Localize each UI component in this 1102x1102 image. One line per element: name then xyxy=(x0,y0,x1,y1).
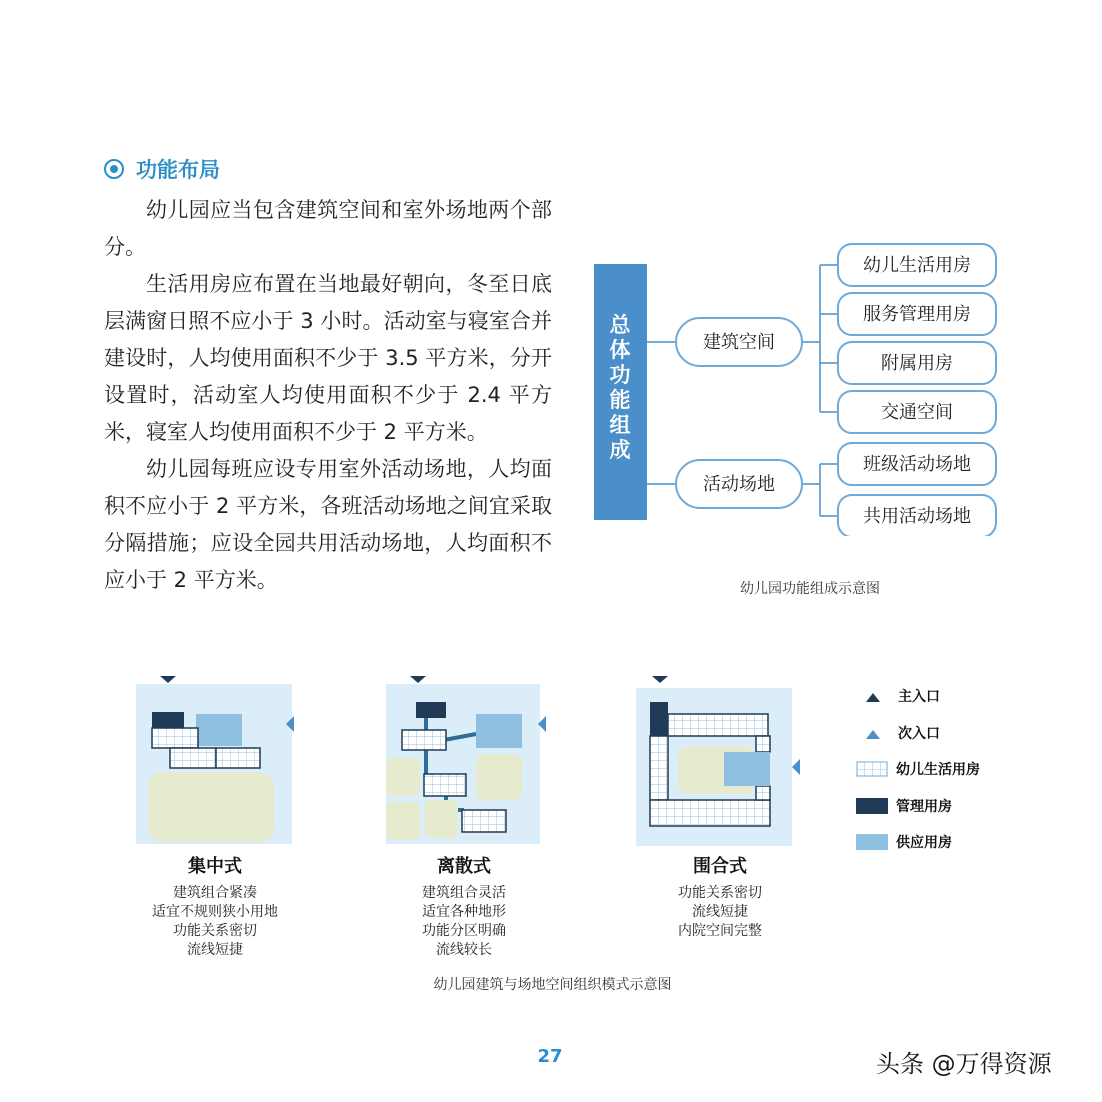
living-room-block xyxy=(650,736,668,800)
description-line: 建筑组合灵活 xyxy=(422,885,506,901)
supply-building xyxy=(724,752,770,786)
section-heading xyxy=(104,154,220,184)
legend-label: 主入口 xyxy=(898,689,940,705)
diagram-caption: 幼儿园功能组成示意图 xyxy=(740,581,880,597)
living-room-block xyxy=(756,786,770,800)
group-label: 活动场地 xyxy=(703,474,775,495)
living-room-block xyxy=(756,736,770,752)
description-line: 适宜各种地形 xyxy=(422,904,506,920)
description-line: 内院空间完整 xyxy=(678,923,762,939)
child-label: 服务管理用房 xyxy=(863,304,971,325)
child-label: 幼儿生活用房 xyxy=(863,255,971,276)
group-node-outdoor xyxy=(676,460,802,508)
management-swatch-icon xyxy=(856,798,888,814)
main-entrance-icon xyxy=(856,689,890,703)
enclosed-layout-diagram xyxy=(634,672,806,848)
legend-label: 次入口 xyxy=(898,726,940,742)
main-entrance-icon xyxy=(160,676,176,683)
legend-item xyxy=(856,759,980,779)
child-label: 附属用房 xyxy=(881,353,953,374)
paragraph: 生活用房应布置在当地最好朝向，冬至日底层满窗日照不应小于 3 小时。活动室与寝室合并建设时，人均使用面积不少于 3.5 平方米，分开设置时，活动室人均使用面积不少于 2.4 平方米，寝室人均使用面积不少于 2 平方米。 xyxy=(104,272,552,444)
child-node xyxy=(838,495,996,536)
root-char: 总 xyxy=(609,313,631,337)
secondary-entrance-icon xyxy=(792,759,800,775)
section-title: 功能布局 xyxy=(136,158,220,182)
management-building xyxy=(152,712,184,728)
living-room-block xyxy=(424,774,466,796)
activity-field xyxy=(386,758,420,796)
child-label: 交通空间 xyxy=(881,402,953,423)
living-room-block xyxy=(668,714,768,736)
secondary-entrance-icon xyxy=(856,726,890,740)
paragraph: 幼儿园每班应设专用室外活动场地，人均面积不应小于 2 平方米，各班活动场地之间宜采取分隔措施；应设全园共用活动场地，人均面积不应小于 2 平方米。 xyxy=(104,457,552,592)
legend-item xyxy=(856,723,940,743)
pattern-description xyxy=(364,884,564,960)
legend-item xyxy=(856,796,952,816)
child-node xyxy=(838,342,996,384)
child-label: 班级活动场地 xyxy=(863,454,971,475)
activity-field xyxy=(476,754,522,800)
paragraph: 幼儿园应当包含建筑空间和室外场地两个部分。 xyxy=(104,198,552,259)
child-node xyxy=(838,293,996,335)
description-line: 流线较长 xyxy=(436,942,492,958)
living-room-block xyxy=(152,728,198,748)
child-node xyxy=(838,391,996,433)
root-char: 功 xyxy=(609,363,631,387)
centralized-layout-diagram xyxy=(134,672,296,848)
description-line: 功能关系密切 xyxy=(678,885,762,901)
activity-field xyxy=(424,800,458,838)
pattern-caption: 幼儿园建筑与场地空间组织模式示意图 xyxy=(433,977,672,993)
watermark: 头条 @万得资源 xyxy=(876,1050,1052,1078)
main-entrance-icon xyxy=(410,676,426,683)
root-char: 组 xyxy=(609,413,631,437)
target-bullet-icon xyxy=(104,159,124,179)
description-line: 流线短捷 xyxy=(187,942,243,958)
root-char: 成 xyxy=(609,438,631,462)
legend-item xyxy=(856,832,952,852)
group-node-building xyxy=(676,318,802,366)
page-number: 27 xyxy=(537,1046,563,1067)
body-text xyxy=(104,192,552,599)
management-building xyxy=(650,702,668,736)
living-room-block xyxy=(216,748,260,768)
pattern-title: 离散式 xyxy=(437,856,491,877)
description-line: 建筑组合紧凑 xyxy=(173,885,257,901)
pattern-description xyxy=(115,884,315,960)
pattern-title: 集中式 xyxy=(188,856,242,877)
child-node xyxy=(838,443,996,485)
living-room-block xyxy=(650,800,770,826)
management-building xyxy=(416,702,446,718)
description-line: 功能分区明确 xyxy=(422,923,506,939)
legend-item xyxy=(856,686,940,706)
supply-swatch-icon xyxy=(856,834,888,850)
child-label: 共用活动场地 xyxy=(863,506,971,527)
description-line: 功能关系密切 xyxy=(173,923,257,939)
group-label: 建筑空间 xyxy=(703,332,775,353)
activity-field xyxy=(386,802,420,840)
living-room-block xyxy=(170,748,216,768)
function-composition-diagram xyxy=(590,236,1010,536)
dispersed-layout-diagram xyxy=(384,672,556,848)
legend-label: 供应用房 xyxy=(896,835,952,851)
pattern-description xyxy=(620,884,820,941)
supply-building xyxy=(476,714,522,748)
living-room-block xyxy=(462,810,506,832)
description-line: 流线短捷 xyxy=(692,904,748,920)
pattern-title: 围合式 xyxy=(693,856,747,877)
living-room-swatch-icon xyxy=(856,761,888,777)
root-char: 能 xyxy=(609,388,631,412)
description-line: 适宜不规则狭小用地 xyxy=(152,904,278,920)
main-entrance-icon xyxy=(652,676,668,683)
living-room-block xyxy=(402,730,446,750)
root-char: 体 xyxy=(609,338,631,362)
activity-field xyxy=(148,772,274,842)
supply-building xyxy=(196,714,242,746)
legend-label: 管理用房 xyxy=(896,799,952,815)
child-node xyxy=(838,244,996,286)
legend-label: 幼儿生活用房 xyxy=(896,762,980,778)
